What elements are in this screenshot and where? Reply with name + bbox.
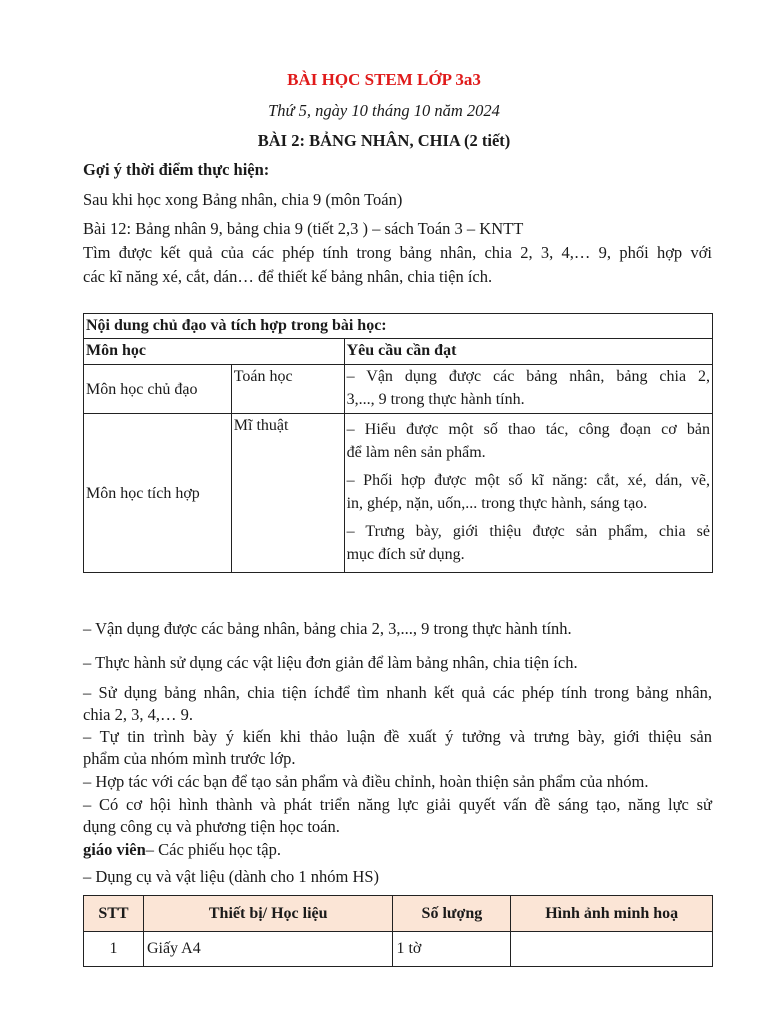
integrated-subject-name: Mĩ thuật <box>231 414 344 573</box>
content-table-caption: Nội dung chủ đạo và tích hợp trong bài học: <box>84 314 713 339</box>
integ-req-2a: – Phối hợp được một số kĩ năng: cắt, xé, dán, vẽ, <box>346 472 710 489</box>
main-subject-requirement <box>344 365 712 414</box>
objective-1: – Vận dụng được các bảng nhân, bảng chia 2, 3,..., 9 trong thực hành tính. <box>83 619 572 638</box>
integ-req-2b: in, ghép, nặn, uốn,... trong thực hành, sáng tạo. <box>346 495 648 512</box>
col-subject-header: Môn học <box>84 339 345 365</box>
objective-4b: phẩm của nhóm mình trước lớp. <box>83 749 296 768</box>
content-table <box>83 313 713 573</box>
row-stt: 1 <box>84 932 144 967</box>
header-image: Hình ảnh minh hoạ <box>511 896 713 932</box>
tools-line: – Dụng cụ và vật liệu (dành cho 1 nhóm HS) <box>83 867 380 886</box>
main-subject-label: Môn học chủ đạo <box>84 365 232 414</box>
objective-2: – Thực hành sử dụng các vật liệu đơn giản để làm bảng nhân, chia tiện ích. <box>83 653 578 672</box>
row-equipment: Giấy A4 <box>143 932 393 967</box>
row-quantity: 1 tờ <box>393 932 511 967</box>
objective-3a: – Sử dụng bảng nhân, chia tiện íchđể tìm nhanh kết quả các phép tính trong bảng nhân, <box>83 683 712 702</box>
materials-header-row <box>84 896 713 932</box>
objective-3b: chia 2, 3, 4,… 9. <box>83 705 193 724</box>
objective-4a: – Tự tin trình bày ý kiến khi thảo luận đề xuất ý tưởng và trưng bày, giới thiệu sản <box>83 727 712 746</box>
row-image <box>511 932 713 967</box>
col-requirement-header: Yêu cầu cần đạt <box>344 339 712 365</box>
lesson-title: BÀI 2: BẢNG NHÂN, CHIA (2 tiết) <box>257 131 511 150</box>
objective-6a: – Có cơ hội hình thành và phát triển năng lực giải quyết vấn đề sáng tạo, năng lực sử <box>83 795 712 814</box>
integrated-subject-requirements <box>344 414 712 573</box>
integ-req-1b: để làm nên sản phẩm. <box>346 444 486 461</box>
main-req-a: – Vận dụng được các bảng nhân, bảng chia 2, <box>346 368 710 385</box>
table-row <box>84 932 713 967</box>
timing-heading: Gợi ý thời điểm thực hiện: <box>83 160 270 179</box>
objective-5: – Hợp tác với các bạn để tạo sản phẩm và điều chỉnh, hoàn thiện sản phẩm của nhóm. <box>83 772 649 791</box>
header-equipment: Thiết bị/ Học liệu <box>143 896 393 932</box>
materials-table <box>83 895 713 967</box>
teacher-text: – Các phiếu học tập. <box>145 840 281 859</box>
header-quantity: Số lượng <box>393 896 511 932</box>
main-subject-name: Toán học <box>231 365 344 414</box>
integ-req-3a: – Trưng bày, giới thiệu được sản phẩm, chia sẻ <box>346 523 710 540</box>
timing-line-1: Sau khi học xong Bảng nhân, chia 9 (môn Toán) <box>83 190 403 209</box>
integ-req-3b: mục đích sử dụng. <box>346 546 465 563</box>
teacher-line <box>83 840 281 860</box>
main-req-b: 3,..., 9 trong thực hành tính. <box>346 391 525 408</box>
header-stt: STT <box>84 896 144 932</box>
lesson-date: Thứ 5, ngày 10 tháng 10 năm 2024 <box>268 101 500 120</box>
timing-line-3a: Tìm được kết quả của các phép tính trong bảng nhân, chia 2, 3, 4,… 9, phối hợp với <box>83 243 712 262</box>
integrated-subject-label: Môn học tích hợp <box>84 414 232 573</box>
objective-6b: dụng công cụ và phương tiện học toán. <box>83 817 340 836</box>
integ-req-1a: – Hiểu được một số thao tác, công đoạn cơ bản <box>346 421 710 438</box>
timing-line-3b: các kĩ năng xé, cắt, dán… để thiết kế bảng nhân, chia tiện ích. <box>83 267 493 286</box>
timing-line-2: Bài 12: Bảng nhân 9, bảng chia 9 (tiết 2,3 ) – sách Toán 3 – KNTT <box>83 219 524 238</box>
document-title: BÀI HỌC STEM LỚP 3a3 <box>287 70 481 89</box>
teacher-label: giáo viên <box>83 840 146 859</box>
